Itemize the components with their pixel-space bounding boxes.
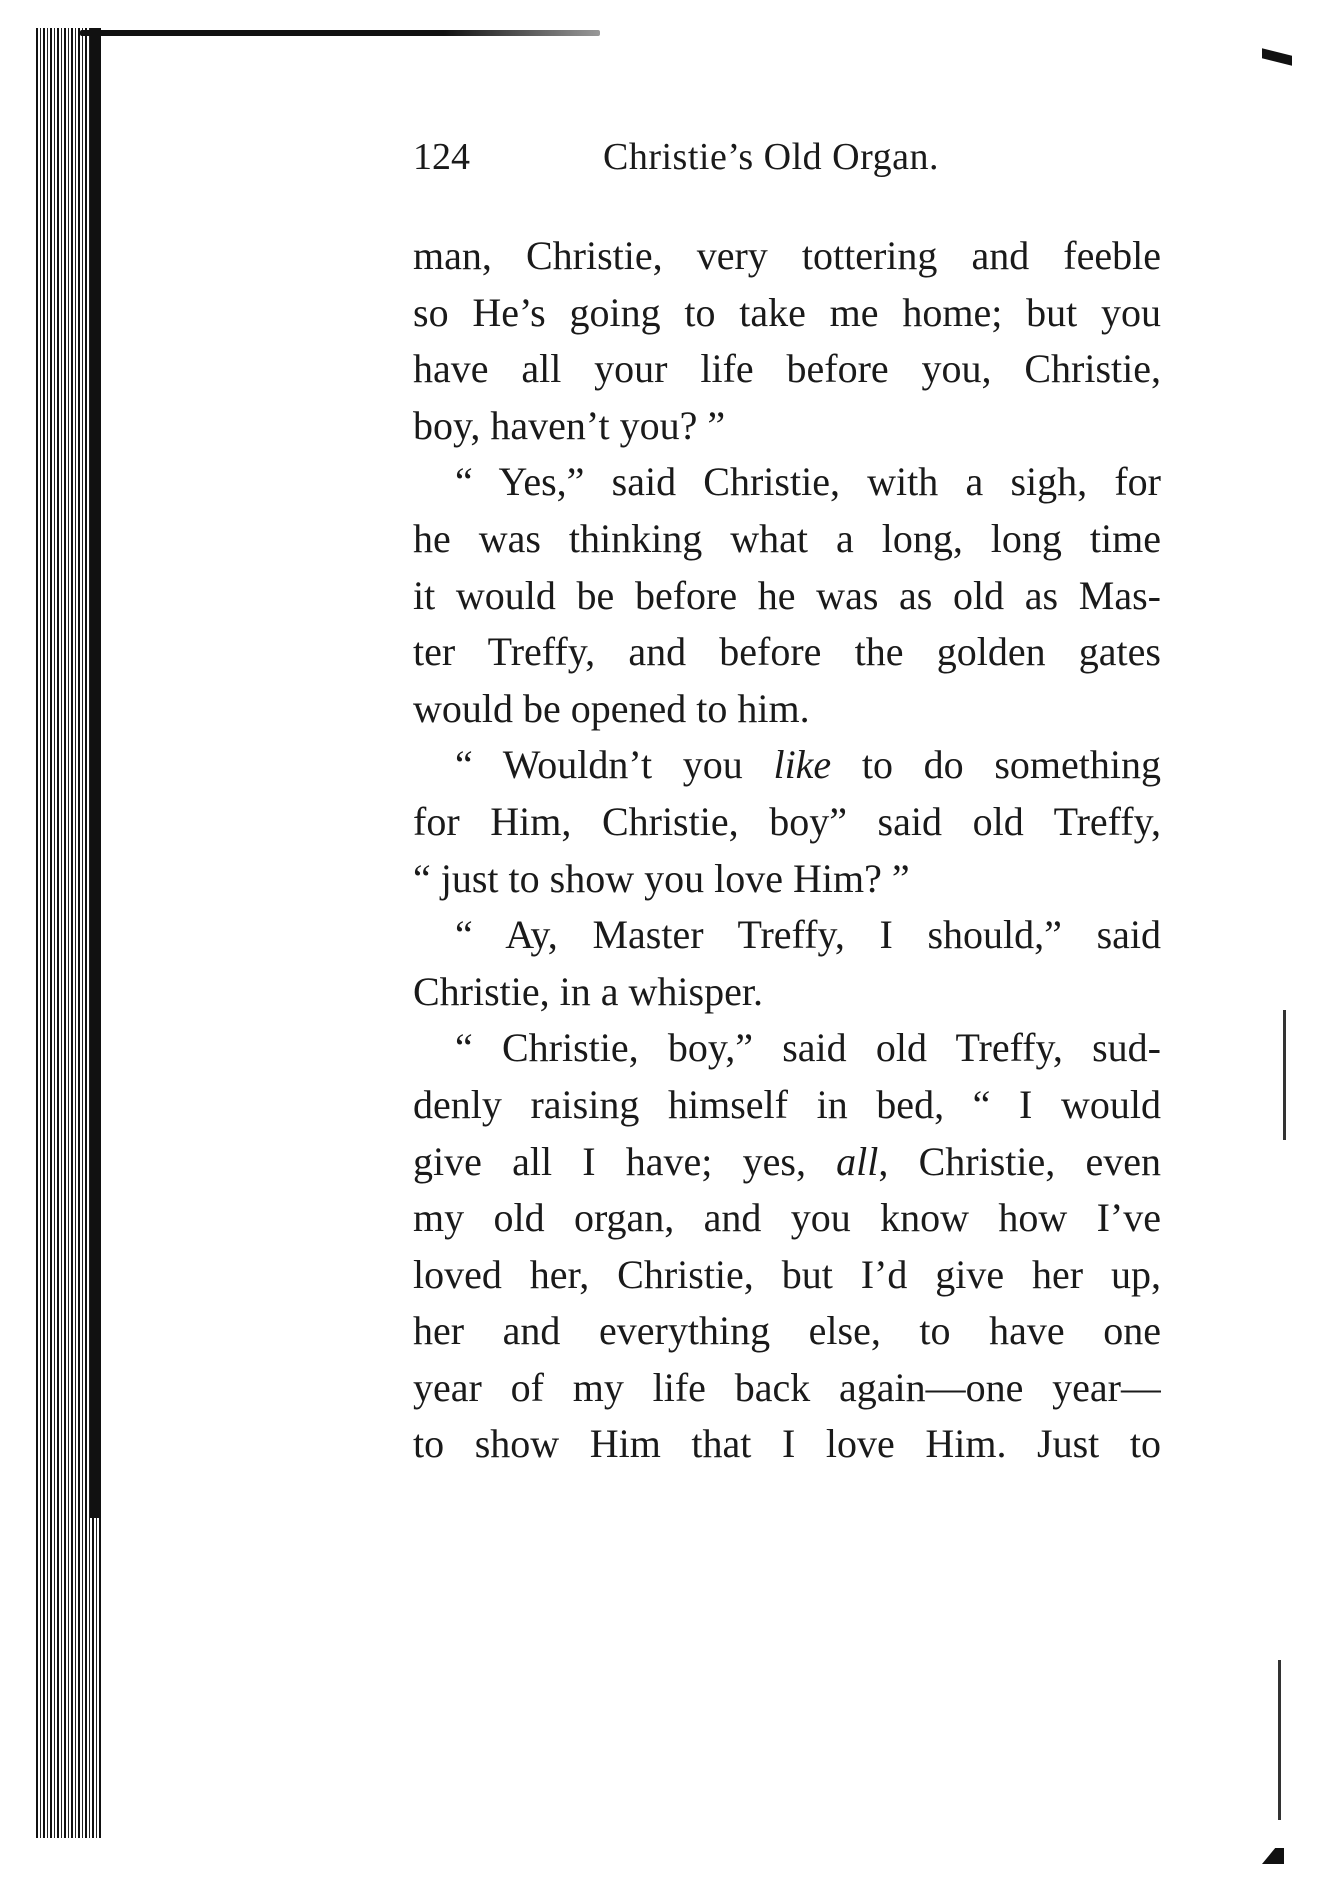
text-line: her and everything else, to have one bbox=[413, 1308, 1161, 1354]
text-line: boy, haven’t you? ” bbox=[413, 402, 726, 448]
running-title: Christie’s Old Organ. bbox=[603, 136, 939, 178]
text-line: my old organ, and you know how I’ve bbox=[413, 1195, 1161, 1241]
text-line: Christie, in a whisper. bbox=[413, 968, 763, 1014]
italic-word: all bbox=[836, 1138, 879, 1184]
page-edge-mark bbox=[1283, 1010, 1286, 1140]
book-page bbox=[413, 130, 1161, 1473]
text-segment: , Christie, even bbox=[878, 1138, 1161, 1184]
page-number: 124 bbox=[413, 136, 470, 178]
text-line: “ Ay, Master Treffy, I should,” said bbox=[455, 912, 1161, 958]
text-line: to show Him that I love Him. Just to bbox=[413, 1421, 1161, 1467]
corner-scan-mark bbox=[1262, 48, 1292, 65]
text-line: year of my life back again—one year— bbox=[413, 1364, 1161, 1410]
text-line: “ Christie, boy,” said old Treffy, sud- bbox=[455, 1025, 1161, 1071]
text-segment: give all I have; yes, bbox=[413, 1138, 837, 1184]
text-segment: to do something bbox=[831, 742, 1161, 788]
page-header bbox=[413, 130, 1161, 200]
text-line: “ Yes,” said Christie, with a sigh, for bbox=[455, 459, 1161, 505]
text-line: man, Christie, very tottering and feeble bbox=[413, 233, 1161, 278]
text-line: for Him, Christie, boy” said old Treffy, bbox=[413, 798, 1161, 844]
italic-word: like bbox=[773, 742, 832, 788]
text-line: “ just to show you love Him? ” bbox=[413, 855, 910, 901]
text-line: denly raising himself in bed, “ I would bbox=[413, 1081, 1161, 1127]
text-line: so He’s going to take me home; but you bbox=[413, 289, 1161, 335]
foot-scan-mark bbox=[1262, 1848, 1284, 1864]
text-line: loved her, Christie, but I’d give her up, bbox=[413, 1251, 1161, 1297]
text-segment: “ Wouldn’t you bbox=[455, 742, 774, 788]
page-edge-mark bbox=[1278, 1660, 1281, 1820]
binding-shadow bbox=[90, 28, 100, 1518]
text-line bbox=[413, 737, 1161, 794]
text-line: he was thinking what a long, long time bbox=[413, 515, 1161, 561]
top-edge-rule bbox=[80, 30, 600, 36]
text-line: have all your life before you, Christie, bbox=[413, 346, 1161, 392]
text-line: ter Treffy, and before the golden gates bbox=[413, 629, 1161, 675]
body-text bbox=[413, 228, 1161, 1473]
text-line bbox=[413, 1134, 1161, 1191]
text-line: it would be before he was as old as Mas- bbox=[413, 572, 1161, 618]
text-line: would be opened to him. bbox=[413, 685, 810, 731]
